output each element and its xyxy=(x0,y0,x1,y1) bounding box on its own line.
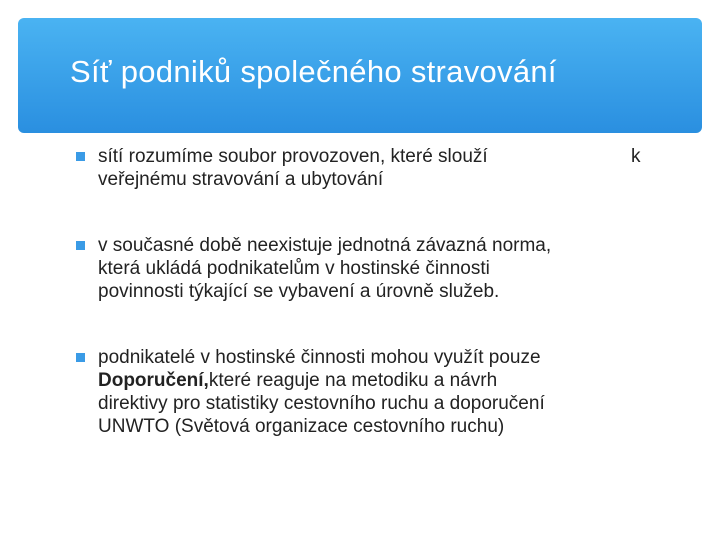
bullet-text: které reaguje na metodiku a návrh xyxy=(208,370,498,391)
bullet-line: veřejnému stravování a ubytování xyxy=(98,169,384,190)
bullet-line: direktivy pro statistiky cestovního ruchu a doporučení xyxy=(98,393,545,414)
bullet-line: sítí rozumíme soubor provozoven, které slouží xyxy=(98,146,488,167)
bullet-item xyxy=(72,346,662,438)
bullet-list xyxy=(72,145,662,438)
bold-term: Doporučení, xyxy=(98,370,209,391)
bullet-line-end: k xyxy=(631,146,641,167)
bullet-line: v současné době neexistuje jednotná závazná norma, xyxy=(98,235,552,256)
bullet-line xyxy=(98,369,662,392)
bullet-item xyxy=(72,145,662,191)
square-bullet-icon xyxy=(76,241,85,250)
bullet-item xyxy=(72,234,662,303)
bullet-line: podnikatelé v hostinské činnosti mohou využít pouze xyxy=(98,347,541,368)
bullet-line: povinnosti týkající se vybavení a úrovně služeb. xyxy=(98,281,500,302)
bullet-line: UNWTO (Světová organizace cestovního ruchu) xyxy=(98,416,505,437)
square-bullet-icon xyxy=(76,152,85,161)
square-bullet-icon xyxy=(76,353,85,362)
bullet-line: která ukládá podnikatelům v hostinské činnosti xyxy=(98,258,490,279)
slide-title: Síť podniků společného stravování xyxy=(70,54,557,89)
